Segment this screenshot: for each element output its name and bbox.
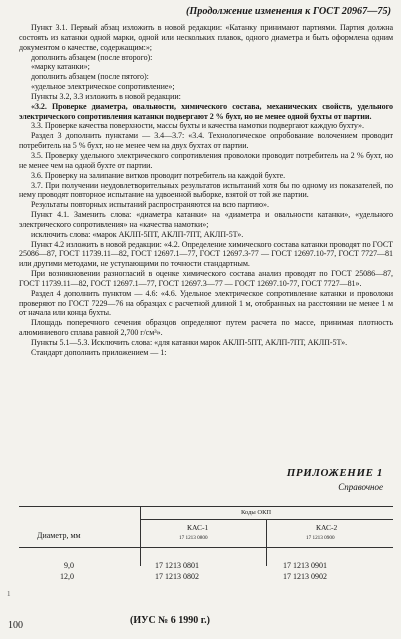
body-text <box>19 23 393 358</box>
table-row-kas2: 17 1213 0901 <box>283 561 327 570</box>
margin-mark: 1 <box>7 590 11 598</box>
paragraph: При возникновении разногласий в оценке химического состава анализ проводят по ГОСТ 25086—87, ГОСТ 11739.11—82, ГОСТ 12697.1—77, ГОСТ 12697.3—77 — ГОСТ 12697.10-77, ГОСТ 7727—81». <box>19 269 393 288</box>
paragraph: Пункты 5.1—5.3. Исключить слова: «для катанки марок АКЛП-5ПТ, АКЛП-7ПТ, АКЛП-5Т». <box>31 338 348 347</box>
table-row-kas1: 17 1213 0802 <box>155 572 199 581</box>
appendix-title: ПРИЛОЖЕНИЕ 1 <box>286 467 383 479</box>
kas2-header: КАС-2 <box>316 523 338 532</box>
page-number: 100 <box>8 620 23 631</box>
paragraph: Результаты повторных испытаний распространяются на всю партию». <box>31 200 269 210</box>
ius-footer: (ИУС № 6 1990 г.) <box>130 615 210 626</box>
paragraph: Пункт 4.2 изложить в новой редакции: «4.2. Определение химического состава катанки проводят по ГОСТ 25086—87, ГОСТ 11739.11—82, ГОСТ 12697.1—77, ГОСТ 12697.3-77 — ГОСТ 12697.10-77, ГОСТ 7727—81 или другими методами, не уступающими по точности стандартным. <box>19 239 393 269</box>
appendix-subtitle: Справочное <box>338 482 383 492</box>
paragraph: Пункты 3.2, 3.3 изложить в новой редакции: <box>31 91 181 101</box>
table-row-diameter: 12,0 <box>60 572 74 581</box>
paragraph: 3.7. При получении неудовлетворительных результатов испытаний хотя бы по одному из показателей, по нему проводят повторное испытание на удвоенной выборке, взятой от той же партии. <box>19 180 393 200</box>
paragraph: Пункт 4.1. Заменить слова: «диаметра катанки» на «диаметра и овальности катанки», «удельного электрического сопротивления» на «качества намотки»; <box>19 210 393 229</box>
okp-codes-header: Коды ОКП <box>241 509 272 516</box>
paragraph: Раздел 4 дополнить пунктом — 4.6: «4.6. Удельное электрическое сопротивление катанки и проволоки проверяют по ГОСТ 7229—76 на образцах с расчетной длиной 1 м, отобранных на расстоянии не менее 1 м от начала или конца бухты. <box>19 288 393 318</box>
paragraph: 3.5. Проверку удельного электрического сопротивления проволоки проводит потребитель на 2 % бухт, но не менее чем на одной бухте от партии. <box>19 150 393 170</box>
table-row-diameter: 9,0 <box>64 561 74 570</box>
continuation-header: (Продолжение изменения к ГОСТ 20967—75) <box>185 6 391 17</box>
paragraph: Стандарт дополнить приложением — 1: <box>31 347 167 357</box>
paragraph: 3.3. Проверке качества поверхности, массы бухты и качества намотки подвергают каждую бухту». <box>31 121 364 131</box>
paragraph: исключить слова: «марок АКЛП-5ПТ, АКЛП-7ПТ, АКЛП-5Т». <box>31 229 244 239</box>
diameter-header: Диаметр, мм <box>37 531 81 540</box>
table-row-kas1: 17 1213 0801 <box>155 561 199 570</box>
paragraph: Площадь поперечного сечения образцов определяют путем расчета по массе, принимая плотность алюминиевого сплава равной 2,700 г/см³». <box>19 318 393 338</box>
paragraph: «3.2. Проверке диаметра, овальности, химического состава, механических свойств, удельного электрического сопротивления катанки подвергают 2 % бухт, но не менее одной бухты от партии. <box>19 101 393 121</box>
kas1-header: КАС-1 <box>187 523 209 532</box>
paragraph: «марку катанки»; <box>31 62 90 72</box>
paragraph: Пункт 3.1. Первый абзац изложить в новой редакции: «Катанку принимают партиями. Партия должна состоять из катанки одной марки, одной или нескольких плавок, одного диаметра и быть оформлена одним документом о качестве, содержащим:»; <box>19 23 393 52</box>
paragraph: дополнить абзацем (после пятого): <box>31 72 149 82</box>
paragraph: 3.6. Проверку на залипание витков проводит потребитель на каждой бухте. <box>31 170 286 180</box>
table-row-kas2: 17 1213 0902 <box>283 572 327 581</box>
kas2-group-code: 17 1213 0900 <box>306 535 335 541</box>
paragraph: «удельное электрическое сопротивление»; <box>31 82 175 92</box>
kas1-group-code: 17 1213 0800 <box>179 535 208 541</box>
paragraph: Раздел 3 дополнить пунктами — 3.4—3.7: «3.4. Технологическое опробование волочением проводит потребитель на 5 % бухт, но не менее чем на двух бухтах от партии. <box>19 131 393 151</box>
paragraph: дополнить абзацем (после второго): <box>31 52 153 62</box>
